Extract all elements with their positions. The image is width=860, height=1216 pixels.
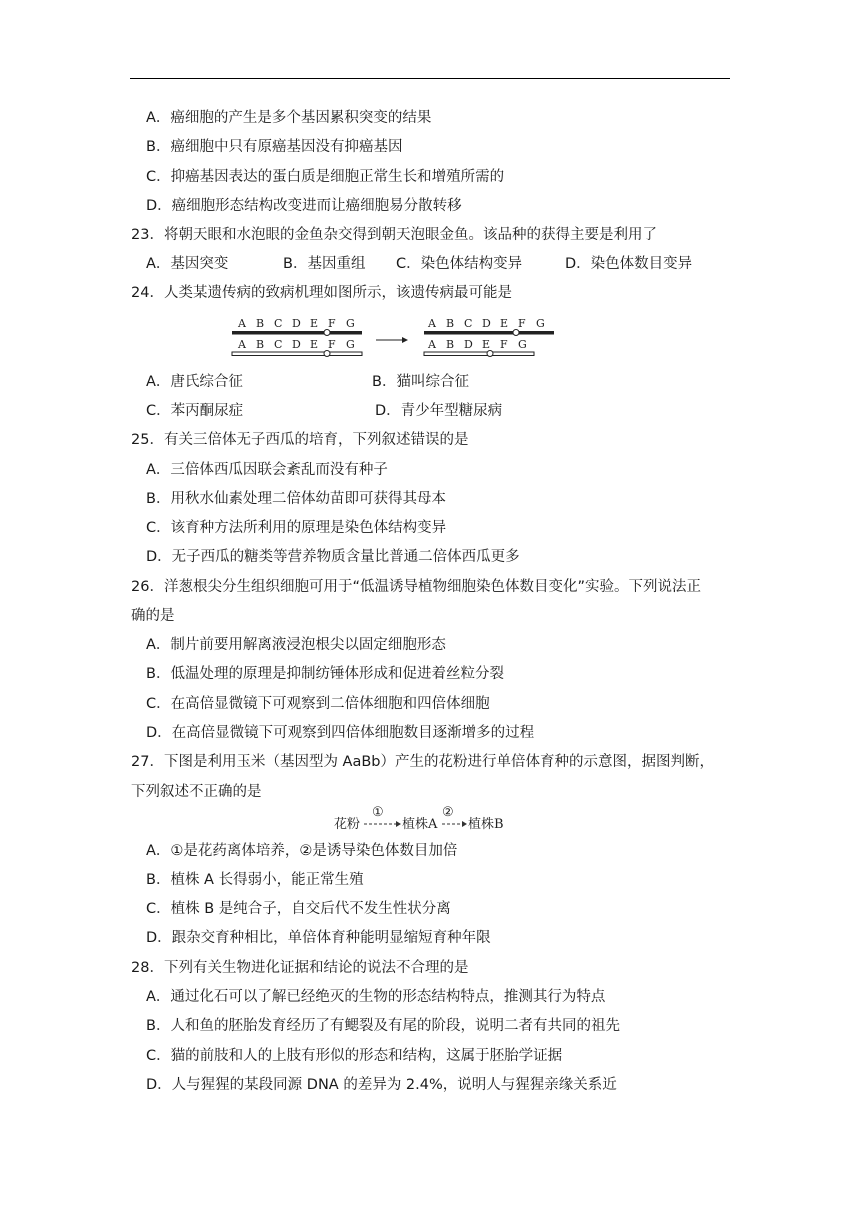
q27-option-c: C．植株 B 是纯合子，自交后代不发生性状分离 — [146, 901, 451, 917]
left-chromosome-pair — [232, 317, 362, 357]
gene-label: E — [482, 338, 491, 351]
left-top-chromosome — [232, 331, 362, 335]
q23-stem: 23．将朝天眼和水泡眼的金鱼杂交得到朝天泡眼金鱼。该品种的获得主要是利用了 — [131, 227, 657, 243]
left-bottom-centromere — [324, 351, 330, 357]
q23-option-b: B．基因重组 — [283, 256, 366, 272]
q24-option-b: B．猫叫综合征 — [372, 374, 469, 390]
q28-stem: 28．下列有关生物进化证据和结论的说法不合理的是 — [131, 960, 469, 976]
q25-option-b: B．用秋水仙素处理二倍体幼苗即可获得其母本 — [146, 491, 446, 507]
gene-label: B — [256, 317, 265, 330]
q24-option-a: A．唐氏综合征 — [146, 374, 243, 390]
left-bottom-gene-labels — [237, 338, 355, 351]
gene-label: E — [310, 338, 319, 351]
q25-option-c: C．该育种方法所利用的原理是染色体结构变异 — [146, 520, 447, 536]
flow-start: 花粉 — [334, 817, 361, 832]
q27-stem-line2: 下列叙述不正确的是 — [131, 784, 262, 800]
gene-label: D — [292, 338, 301, 351]
q26-option-b: B．低温处理的原理是抑制纺锤体形成和促进着丝粒分裂 — [146, 666, 504, 682]
gene-label: D — [464, 338, 473, 351]
q25-option-d: D．无子西瓜的糖类等营养物质含量比普通二倍体西瓜更多 — [146, 549, 520, 565]
arrow — [376, 337, 408, 343]
header-rule — [130, 78, 730, 79]
haploid-breeding-flow — [334, 804, 514, 838]
flow-arrow-2 — [462, 821, 467, 827]
q24-option-d: D．青少年型糖尿病 — [375, 403, 503, 419]
q28-option-d: D．人与猩猩的某段同源 DNA 的差异为 2.4%，说明人与猩猩亲缘关系近 — [146, 1077, 617, 1093]
gene-label: G — [518, 338, 527, 351]
gene-label: G — [346, 338, 355, 351]
chromosome-diagram — [228, 314, 568, 364]
right-top-gene-labels — [427, 317, 545, 330]
q22-option-c: C．抑癌基因表达的蛋白质是细胞正常生长和增殖所需的 — [146, 169, 505, 185]
q26-option-d: D．在高倍显微镜下可观察到四倍体细胞数目逐渐增多的过程 — [146, 725, 535, 741]
q28-option-a: A．通过化石可以了解已经绝灭的生物的形态结构特点，推测其行为特点 — [146, 989, 606, 1005]
left-top-gene-labels — [237, 317, 355, 330]
q23-option-a: A．基因突变 — [146, 256, 229, 272]
q23-option-d: D．染色体数目变异 — [565, 256, 693, 272]
q25-option-a: A．三倍体西瓜因联会紊乱而没有种子 — [146, 462, 388, 478]
gene-label: D — [482, 317, 491, 330]
flow-arrow-1 — [396, 821, 401, 827]
q27-stem-line1: 27．下图是利用玉米（基因型为 AaBb）产生的花粉进行单倍体育种的示意图，据图判断， — [131, 754, 715, 770]
q23-option-c: C．染色体结构变异 — [396, 256, 523, 272]
flow-mid: 植株A — [402, 817, 438, 832]
gene-label: E — [500, 317, 509, 330]
gene-label: B — [256, 338, 265, 351]
q27-option-d: D．跟杂交育种相比，单倍体育种能明显缩短育种年限 — [146, 930, 491, 946]
gene-label: F — [328, 338, 336, 351]
flow-end: 植株B — [468, 817, 504, 832]
gene-label: F — [518, 317, 526, 330]
right-top-centromere — [513, 330, 519, 336]
q24-stem: 24．人类某遗传病的致病机理如图所示，该遗传病最可能是 — [131, 285, 512, 301]
gene-label: G — [346, 317, 355, 330]
gene-label: C — [464, 317, 473, 330]
gene-label: C — [274, 338, 283, 351]
gene-label: A — [238, 317, 246, 330]
right-bottom-chromosome — [424, 352, 534, 356]
q22-option-d: D．癌细胞形态结构改变进而让癌细胞易分散转移 — [146, 198, 462, 214]
flow-step1: ① — [372, 805, 384, 820]
q22-option-a: A．癌细胞的产生是多个基因累积突变的结果 — [146, 110, 432, 126]
q25-stem: 25．有关三倍体无子西瓜的培育，下列叙述错误的是 — [131, 432, 469, 448]
gene-label: F — [500, 338, 508, 351]
gene-label: F — [328, 317, 336, 330]
gene-label: A — [428, 338, 436, 351]
right-bottom-gene-labels — [427, 338, 527, 351]
gene-label: A — [238, 338, 246, 351]
gene-label: C — [274, 317, 283, 330]
gene-label: B — [446, 338, 455, 351]
q26-stem-line1: 26．洋葱根尖分生组织细胞可用于“低温诱导植物细胞染色体数目变化”实验。下列说法正 — [131, 579, 701, 595]
q22-option-b: B．癌细胞中只有原癌基因没有抑癌基因 — [146, 139, 403, 155]
q24-option-c: C．苯丙酮尿症 — [146, 403, 244, 419]
left-bottom-chromosome — [232, 352, 362, 356]
q28-option-b: B．人和鱼的胚胎发育经历了有鳃裂及有尾的阶段，说明二者有共同的祖先 — [146, 1018, 620, 1034]
right-chromosome-pair — [424, 317, 554, 357]
gene-label: G — [536, 317, 545, 330]
right-top-chromosome — [424, 331, 554, 335]
q26-stem-line2: 确的是 — [131, 608, 175, 624]
q28-option-c: C．猫的前肢和人的上肢有形似的形态和结构，这属于胚胎学证据 — [146, 1048, 563, 1064]
q27-option-a: A．①是花药离体培养，②是诱导染色体数目加倍 — [146, 843, 458, 859]
q26-option-c: C．在高倍显微镜下可观察到二倍体细胞和四倍体细胞 — [146, 696, 490, 712]
gene-label: D — [292, 317, 301, 330]
gene-label: B — [446, 317, 455, 330]
gene-label: A — [428, 317, 436, 330]
flow-step2: ② — [442, 805, 454, 820]
gene-label: E — [310, 317, 319, 330]
q26-option-a: A．制片前要用解离液浸泡根尖以固定细胞形态 — [146, 637, 446, 653]
q27-option-b: B．植株 A 长得弱小，能正常生殖 — [146, 872, 364, 888]
left-top-centromere — [324, 330, 330, 336]
right-bottom-centromere — [487, 351, 493, 357]
